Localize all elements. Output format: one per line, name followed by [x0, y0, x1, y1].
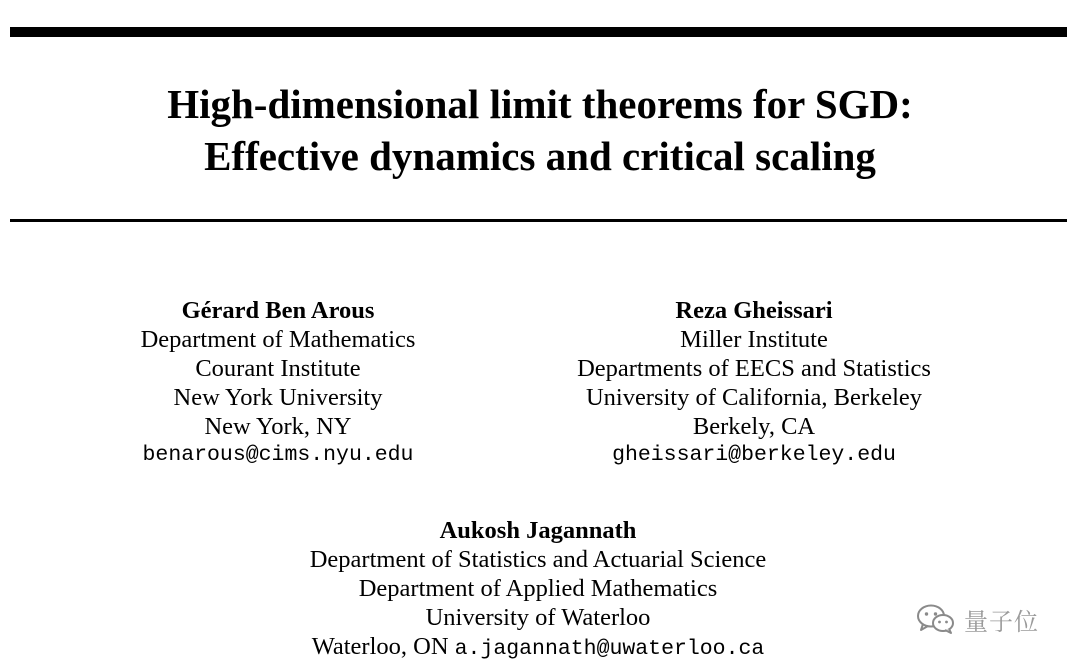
author-name: Aukosh Jagannath	[439, 517, 637, 544]
title-line-2: Effective dynamics and critical scaling	[204, 133, 876, 179]
author-location-email-line	[200, 632, 876, 664]
author-affiliation: University of Waterloo	[425, 604, 651, 631]
author-affiliation: Department of Mathematics	[140, 326, 416, 353]
author-name: Reza Gheissari	[675, 297, 833, 324]
author-block	[78, 296, 478, 470]
author-block	[500, 296, 1008, 470]
wechat-icon	[916, 603, 956, 635]
watermark-text: 量子位	[964, 607, 1039, 636]
top-rule	[10, 27, 1067, 37]
author-affiliation: Berkely, CA	[692, 413, 816, 440]
author-location: Waterloo, ON	[311, 633, 449, 660]
author-email: benarous@cims.nyu.edu	[142, 443, 414, 467]
author-affiliation: Departments of EECS and Statistics	[577, 355, 931, 382]
author-name: Gérard Ben Arous	[181, 297, 375, 324]
author-affiliation: New York University	[173, 384, 383, 411]
author-affiliation: Courant Institute	[195, 355, 361, 382]
author-affiliation: Miller Institute	[680, 326, 828, 353]
paper-title	[0, 78, 1080, 182]
author-email: gheissari@berkeley.edu	[612, 443, 896, 467]
title-bottom-rule	[10, 219, 1067, 222]
author-affiliation: Department of Statistics and Actuarial Science	[309, 546, 767, 573]
author-affiliation: New York, NY	[204, 413, 352, 440]
watermark	[916, 601, 1039, 637]
author-affiliation: Department of Applied Mathematics	[358, 575, 718, 602]
author-block	[200, 516, 876, 664]
title-line-1: High-dimensional limit theorems for SGD:	[167, 81, 913, 127]
author-email: a.jagannath@uwaterloo.ca	[454, 637, 765, 661]
author-affiliation: University of California, Berkeley	[585, 384, 923, 411]
